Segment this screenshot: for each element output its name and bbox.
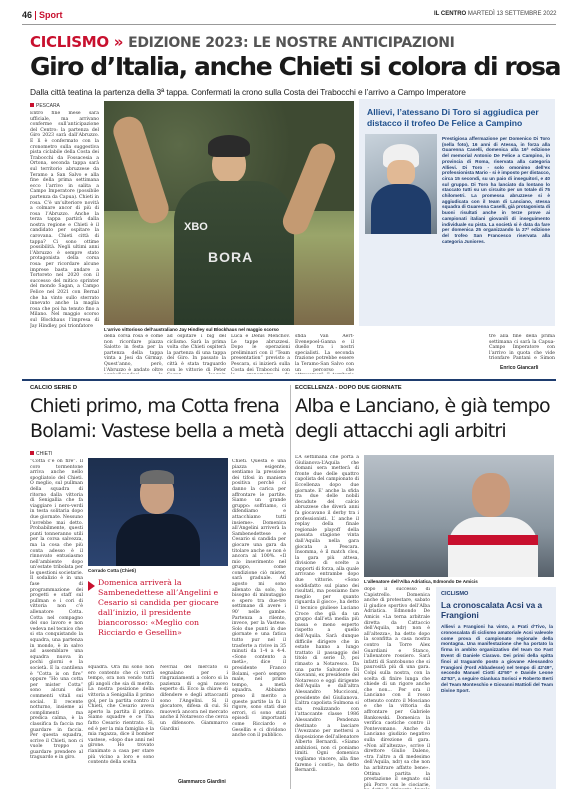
chieti-headline-1: Chieti primo, ma Cotta frena bbox=[30, 395, 280, 417]
chieti-section-label: CALCIO SERIE D bbox=[30, 385, 78, 391]
acsi-headline: La cronoscalata Acsi va a Frangioni bbox=[441, 600, 543, 620]
main-headline: Giro d’Italia, anche Chieti si colora di rosa bbox=[30, 52, 561, 81]
jersey-logo: BORA bbox=[208, 249, 254, 265]
chieti-byline: Giammarco Giardini bbox=[178, 779, 226, 785]
quote-arrow-icon bbox=[88, 581, 95, 591]
kicker-separator: » bbox=[113, 33, 124, 51]
chieti-dateline-marker bbox=[30, 451, 34, 455]
chieti-col-4: Nevrial del mercato si segnalano per i ringraziamenti a coloro si la pazienza di ogni nuovo esperto di. Ecco la chiave di difendere e degli attaccanti sono l’Angelini. Sì il giocatore, difesa di cui. Si muoverà ancora nel mercato anche il Notaresco che cerca un difensore. Giammarco Giardini bbox=[160, 665, 228, 732]
page-number: 46 bbox=[22, 10, 33, 20]
sidebar-body: Prestigiosa affermazione per Domenico Di Toro (nella foto), 16 anni di Atessa, in forza alla Guarenna Caselli, domenica alla 16ª edizione del memorial Antonio De Felice a Campino, in provincia di Roma, riservata alla categoria Allievi. Di Toro - solo omonimo dell’ex professionista Mario - si è imposto per distacco, circa 15 secondi, su un paio di inseguitori, e 40 sul gruppo. Di Toro ha lanciato da lontano lo staccato tutti su un circuito per un totale di 75 chilometri. La promessa abruzzese si è aggiudicata con il team di Lanciano, stessa squadra di Guarenna Caselli, già protagonista di buoni risultati anche in terze prove ai campionati italiani giovanili di inseguimento individuale su pista. La società si è data da fare per domenica 25 organizzando la 27ª edizione del trofeo San Francesco riservata alla categoria Juniores. bbox=[442, 136, 550, 244]
cyclist-photo bbox=[104, 101, 354, 325]
dateline-marker bbox=[30, 103, 34, 107]
jersey-logo-2: XBO bbox=[184, 221, 208, 233]
standfirst: Dalla città teatina la partenza della 3ª tappa. Confermati la crono sulla Costa dei Trabocchi e l’arrivo a Campo Imperatore bbox=[30, 87, 466, 97]
chieti-dateline: CHIETI bbox=[30, 451, 52, 457]
sidebar-headline: Allievi, l’atessano Di Toro si aggiudica per distacco il trofeo De Felice a Campino bbox=[367, 107, 539, 128]
story-kicker bbox=[30, 33, 455, 51]
main-col-4: Luca e Denis Menchov. Le tappe abruzzesi. Dopo le operazioni preliminari con il “Team presentation” previsto a Pescara, si inizierà sulla Costa dei Trabocchi con bbox=[231, 334, 290, 373]
main-col-2: della corsa rosa e come non ricordare piazza Salotto in festa per la partenza della tappa vinta a Jesi da Girmay. Quest’anno, però, l’Abruzzo è andato oltre bbox=[104, 334, 163, 373]
alba-coach-photo bbox=[364, 455, 554, 577]
eccellenza-headline-1: Alba e Lanciano, è già tempo bbox=[295, 395, 550, 417]
alba-coach-stripe bbox=[448, 535, 538, 545]
kicker-sport: CICLISMO bbox=[30, 33, 109, 51]
young-rider-body bbox=[371, 184, 431, 234]
main-col-5b bbox=[424, 334, 484, 374]
alba-photo-caption: L’allenatore dell’Alba Adriatica, Edmondo De Amicis bbox=[364, 579, 478, 584]
main-col-6: tre alla fine della prima settimana ci sarà la Capua-Campo Imperatore con l’arrivo in quota che vide trionfare Pantani e Simon bbox=[489, 334, 555, 360]
main-col-5: sfida Van Aert-Evenepoel-Ganna e il duello tra i nostri specialisti. La seconda frazione potrebbe essere la Teramo-San Salvo con un percorso che bbox=[295, 334, 354, 373]
alba-coach-head bbox=[472, 473, 510, 517]
eccellenza-headline-2: degli attacchi agli arbitri bbox=[295, 420, 506, 442]
chieti-headline-2: Bolami: Vastese bella a metà bbox=[30, 420, 285, 442]
section-divider bbox=[22, 379, 556, 381]
main-byline: Enrico Giancarli bbox=[500, 365, 539, 371]
acsi-box bbox=[436, 587, 556, 789]
eccellenza-section-label: ECCELLENZA - DOPO DUE GIORNATE bbox=[295, 385, 402, 391]
quote-text: Domenica arriverà la Sambenedettese all’Angelini e Cesario si candida per giocare dall’inizio, il presidente biancorosso: «Meglio con Ricciardo e Gesellin» bbox=[98, 578, 219, 637]
coach-body bbox=[116, 514, 200, 566]
chieti-col-2: Chieti. Questa è una piazza esigente, sentiamo la pressione dei tifosi in maniera positiva perché ci danno la carica per affrontare le partite. Siamo un grande gruppo: soffriamo, ci difendiamo e attacchiamo tutti insieme». Domenica all’Angelini arriverà la Sambenedettese e Cesario si candida per giocare una gara da titolare anche se non è ancora al 100%. «Il mio inserimento nel gruppo, come condizione ciò mister, sarà graduale. Ad agosto mi sono allenato da solo, ho bisogno di minutaggio e spero tra due-tre settimane di avere i 90’ nelle gambe. Partenza a rilento, invece, per la Vastese. Solo due punti in due giornate e una fatica tutto pur nel il trasferte a rivive in 35 minuti da 1-4 a 4-4. «Sono contento a metà», dice il presidente Franco Bolami, «però sempre male, nel primo tempo, a metà squadra. Abbiamo preso il merito a queste partite la fa il rigore, sono stati due errori, ci sono stati episodi importanti come Ricciardo e Gesellin e ci dividono anche con il pubblico. bbox=[232, 459, 286, 739]
alba-coach-body bbox=[448, 517, 538, 577]
acsi-body: Allievi a Frangioni ha vinto, a Prati d’Tivo, la cronoscalata di ciclismo amatoriale Acsi valevole come prova di campionato regionale della montagna. Una manifestazione che ha portato la firma in ambito organizzativo del team Go Fast Event di Daniele Ciaravo. Dei primi della spitta finoi al traguardo posto a giovane Alessandro Frangioni (Ford Abbadesse) nel tempo di 42’49”, secondo Manuel Ciotti 42’50” e Davide Leone 42’53”, a seguire Gianluca Sorisci e Roberto Berti del Team Monteschio e Giovanni Mattioli del Team Divine Sport. bbox=[441, 624, 553, 693]
column-divider bbox=[290, 385, 291, 789]
dateline: PESCARA bbox=[30, 103, 60, 109]
sidebar-box bbox=[359, 99, 555, 326]
coach-hair bbox=[140, 470, 174, 484]
coach-photo-caption: Corrado Cotta (Chieti) bbox=[88, 568, 136, 573]
masthead: IL CENTRO MARTEDÌ 13 SETTEMBRE 2022 bbox=[434, 11, 557, 17]
header-rule bbox=[22, 24, 556, 25]
kicker-subtitle: EDIZIONE 2023: LE NOSTRE ANTICIPAZIONI bbox=[128, 35, 455, 51]
pull-quote bbox=[88, 578, 228, 662]
coach-photo bbox=[88, 458, 228, 566]
rider-helmet bbox=[208, 135, 250, 157]
eccellenza-col-1: L’A settimana che porta a Giulianova-L’Aquila che domani sera metterà di fronte due delle quattro capolista del campionato di Eccellenza dopo due giornate. E’ anche la sfida tra due delle nobili decadute del calcio abruzzese che diverà anni fa giocavano il derby tra i professionisti. L’ anche il replay della finale regionale playoff della passata stagione vinta dall’Aquila nella gara giocata a Pescara. Insomma, è il match clou, la gara più attesa, divisione di scelte a rapporti di forza, alla quale arrivano entrambe dopo due vittorie. «Sono soddisfatto sul piano dei risultati, ma possiamo fare meglio per quanto riguarda il gioco», ha detto il tecnico giuliese Luciano Croce che già da un gruppo dall’età media più bassa e meno esperto rispetto a quello dell’Aquila. Sarà dunque difficile dirigere che in estate hanno a lungo trattato il passaggio del titolo di serie D, poi rimasto a Notaresco. Da una parte Salvatore Di Giovanni, ex presidente del Notaresco e oggi dirigente dell’Aquila e dall’altra Alessandro Mucciconi, presidente del Giulianova. L’altra capolista Sulmona si sta realizzando con l’attaccante classe 1986 Alessandro Pendenza destinato a lasciare l’Avezzano per mettersi a disposizione dell’allenatore Alberto Bernardi. «Siamo ambiziosi, non ci poniamo limiti. Ogni domenica vogliamo vincere, alla fine faremo i conti», ha detto Bernardi. bbox=[295, 455, 359, 774]
header-divider bbox=[35, 11, 36, 20]
acsi-section-label: CICLISMO bbox=[441, 591, 469, 597]
chieti-col-1: “Cotta c’è on fire”. Il coro tormentone arriva anche nello spogliatoio del Chieti. O meglio, sul pullman della squadra di ritorno dalla vittoria di Senigallia che fa viaggiare i nero-verdi in testa solitaria dopo due giornate. Nessuno l’avrebbe mai detto. Probabilmente, questi punti tonneranno utili per la corsa salvezza, ma la cosa che più conta adesso è il rinnovato entusiasmo nell’ambiente dopo un’estate tribolata per le questioni societarie. Il sodalizio è in una fase di programmazione dei progetti e staff sul pullman e i cori di vittoria non c’è allenatore Cotta. Cotta nel compagno del suo lavoro e non vedeva nel tecnico che si sta conquistando la squadra, una partenza in mondo, è in salvo ad assemblare una squadra nuova in pochi giorni e la società. E la cantilena è “Cotta is on fire” oppure “Ho una cotta per mister Cotta” sono alcuni dei commenti vitali sui social. Il recente notturno, insieme ai complimenti ma predica calma, è la classifica fa faccia mo guardare in faccia. Per questa squadra, scrive il Chieti, non ci vuole troppo a guardare prendere al traguardo e in giro. bbox=[30, 459, 83, 761]
young-rider-face bbox=[387, 160, 415, 186]
main-col-1: Entro fine mese sarà ufficiale, ma arrivano conferme sull’anticipazione del Centro: la partenza del Giro 2023 sarà dall’Abruzzo. E lì è confermato con la cronometro sulla suggestiva pista ciclabile della Costa dei Trabocchi da Fossacesia a Ortona, seconda tappa sarà sul territorio abruzzese da Teramo a San Salvo e alla fine della prima settimana ecco l’arrivo in salita a Campo Imperatore (possibile partenza da Capua). Chieti in rosa. C’è un’ulteriore novità a colmare ancor di più di rosa l’Abruzzo. Anche la terza tappa partirà dalla nostra regione e Chieti è il candidato per ospitare la carovana. Chieti città di tappa? Ci sono ottime possibilità. Negli ultimi anni l’Abruzzo è sempre stato protagonista della corsa rosa: per ricordare alcune imprese basta andare a Tortoreto nel 2020 con il successo del mitico sprinter del mondo Sagan, a Campo Felice nel 2021 con Bernal che ha vinto sullo sterrato innevato anche la maglia rosa che poi ha tenuto fino a Milano. Nel maggio scorso sul Blockhaus l’impresa di Jay Hindley, poi trionfatore bbox=[30, 111, 99, 329]
page-header bbox=[22, 10, 562, 24]
chieti-col-3: squadra. Ora mi sono non ero contento che ci vorrà tempo, ora non vendo tutti gli angoli che sia di merito. La nostra posizione della vittoria a Senigallia il primo gol, per la partita contro il Chieti, che Cesario aveva aperto la partita il primo. Siamo squadre e ce l’ha fatto Cesario rientrato. Sì, ed è per la mia famiglia e la mia ragazza, dice il bomber vastese, «dopo due anni nel girone. Ho trovato rianimato a casa per stare più vicino a loro e sono contento della scelta bbox=[88, 665, 154, 766]
young-rider-photo bbox=[365, 134, 437, 234]
photo-caption: L’arrivo vittorioso dell’australiano Jay Hindley sul Blockhaus nel maggio scorso bbox=[104, 327, 279, 332]
eccellenza-col-2: dopo il successo di Capistrello. Domenica anche di protestare, sabato il giudice sportivo dell’Alba Adriatica. Edmondo De Amicis «La terna arbitrale diretta da Cattaccio dell’Aquila, ndr) non è all’altezza», ha detto dopo la sconfitta a casa nostra contro la Torre Alex Guardiani e Stanco, l’allenatore rossiero. Sarà infatti di Santobuono che si paurosità più di una gara. Colpi sulla nostra, con la scelta di finire lunga che chiede di un rigore anche che non... Per ora il Lanciano con il rosso ottenuto contro il Mosciano e che la vittoria da affrontare per Gabriele Bankowski. Domenica la verifica caotiche contro il Pontevomano. Anche da Lanciano giudizio negativo sulla direzione di gara. «Non all’altezza», scrive il direttore Giulio Daleno, «tra l’altro a di medesimo dell’Aquila, ndr) sa che non ha arbitrare affatto bene». Ottima partita la prestazione il segnato sul più Porro con le ciociarie, bbox=[364, 587, 430, 788]
main-col-3: ad ospitare i big del ciclismo. Sarà la prima volta che Chieti ospiterà la partenza di una tappa del Giro. In passato la città è stata traguardo con le vittorie di Peter bbox=[167, 334, 226, 373]
section-name: Sport bbox=[39, 10, 63, 20]
